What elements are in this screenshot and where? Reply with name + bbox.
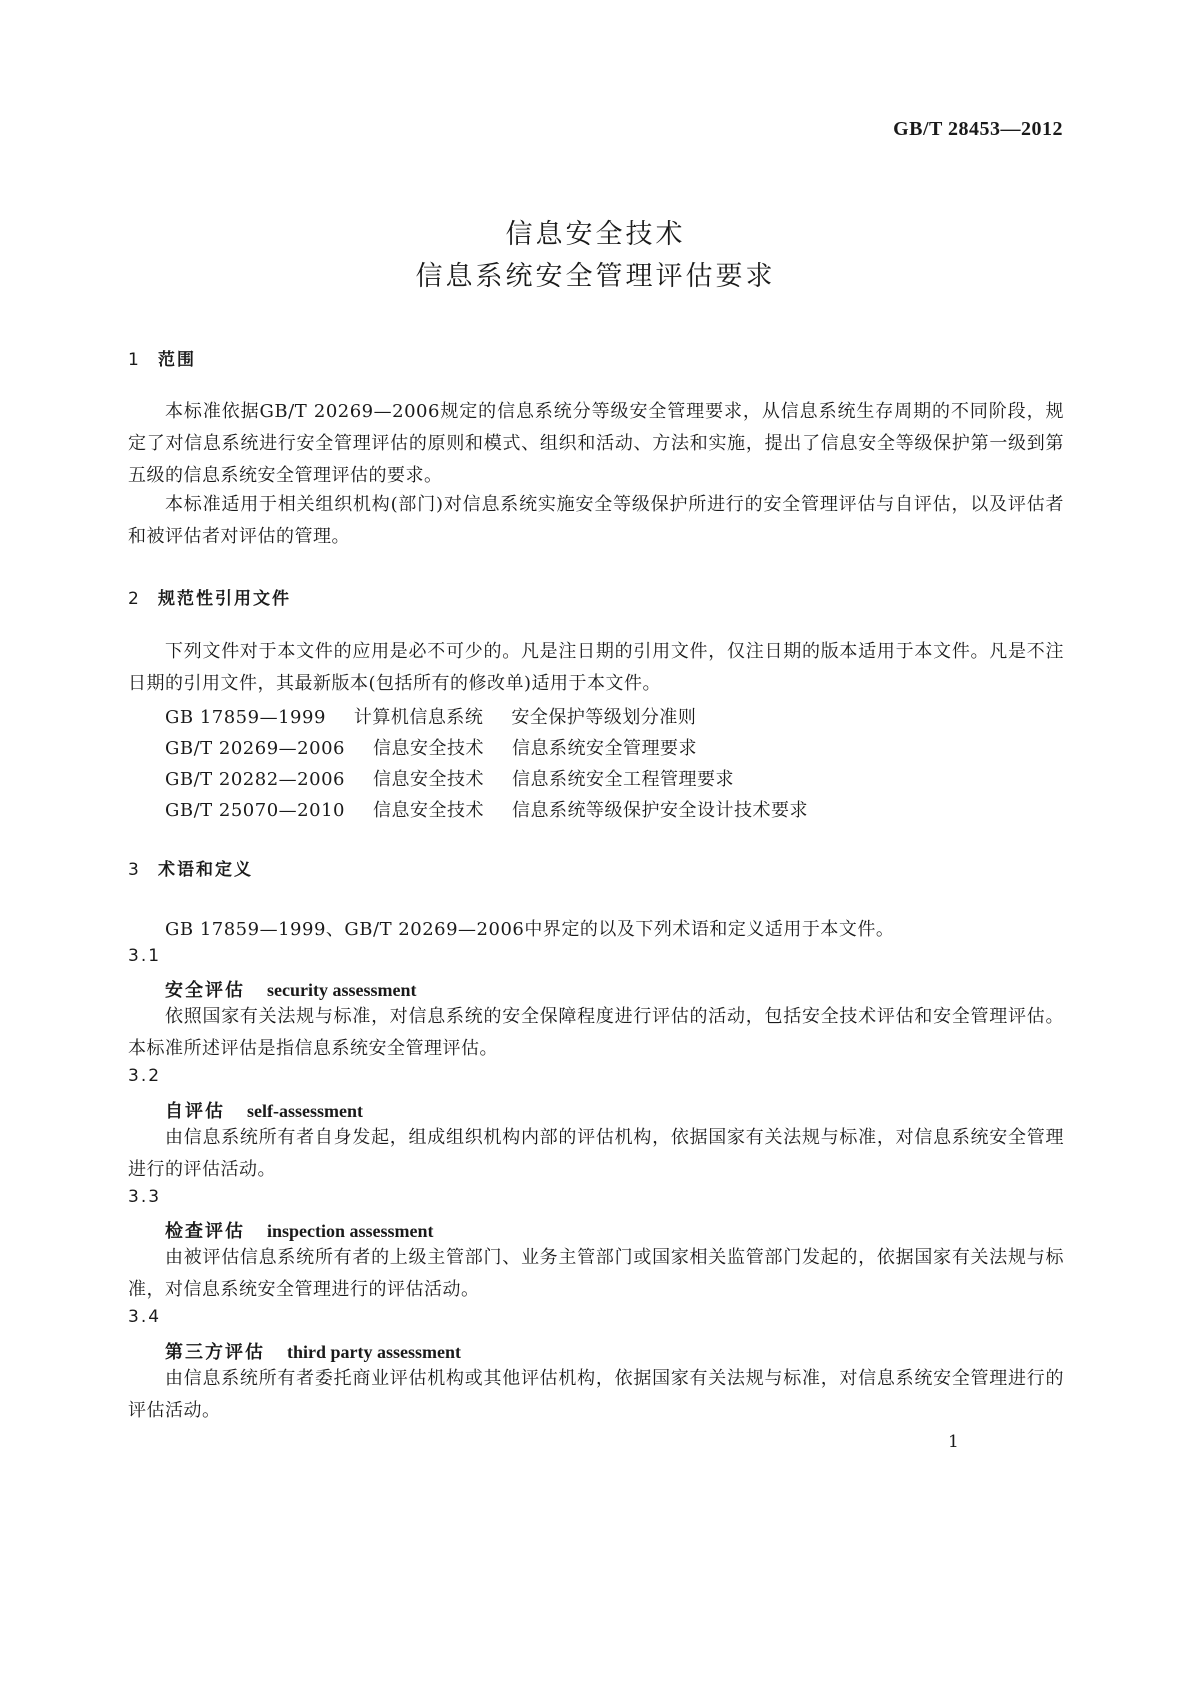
term-heading: [165, 1217, 434, 1243]
document-code: GB/T 28453—2012: [893, 118, 1063, 140]
reference-item: [165, 703, 696, 729]
term-chinese: 自评估: [165, 1101, 225, 1122]
section-title: 范围: [158, 350, 196, 370]
section-1-heading: [128, 345, 196, 370]
section-1-paragraph-1: 本标准依据GB/T 20269—2006规定的信息系统分等级安全管理要求，从信息系统生存周期的不同阶段，规定了对信息系统进行安全管理评估的原则和模式、组织和活动、方法和实施，提出了信息安全等级保护第一级到第五级的信息系统安全管理评估的要求。: [128, 401, 1064, 486]
reference-code: GB/T 20282—2006: [165, 769, 345, 790]
reference-code: GB/T 20269—2006: [165, 738, 345, 759]
reference-name-part-1: 信息安全技术: [372, 738, 484, 759]
section-2-heading: [128, 584, 291, 609]
reference-name-part-2: 信息系统安全管理要求: [511, 738, 697, 759]
page-number: 1: [948, 1432, 959, 1452]
reference-item: [165, 765, 734, 791]
reference-name-part-1: 信息安全技术: [372, 800, 484, 821]
reference-code: GB/T 25070—2010: [165, 800, 345, 821]
term-chinese: 安全评估: [165, 980, 245, 1001]
term-english: inspection assessment: [267, 1221, 434, 1241]
term-definition: 由信息系统所有者委托商业评估机构或其他评估机构，依据国家有关法规与标准，对信息系统安全管理进行的评估活动。: [128, 1368, 1064, 1421]
section-number: 1: [128, 350, 139, 370]
section-title: 规范性引用文件: [158, 589, 291, 609]
term-english: third party assessment: [287, 1342, 461, 1362]
term-number: 3.1: [128, 946, 162, 966]
section-1-paragraph-2: 本标准适用于相关组织机构(部门)对信息系统实施安全等级保护所进行的安全管理评估与自评估，以及评估者和被评估者对评估的管理。: [128, 494, 1064, 547]
term-english: security assessment: [267, 980, 417, 1000]
term-chinese: 第三方评估: [165, 1342, 265, 1363]
term-english: self-assessment: [247, 1101, 363, 1121]
reference-code: GB 17859—1999: [165, 707, 326, 728]
term-chinese: 检查评估: [165, 1221, 245, 1242]
reference-name-part-2: 安全保护等级划分准则: [511, 707, 697, 728]
reference-name-part-1: 信息安全技术: [372, 769, 484, 790]
section-number: 2: [128, 589, 139, 609]
term-definition: 由信息系统所有者自身发起，组成组织机构内部的评估机构，依据国家有关法规与标准，对信息系统安全管理进行的评估活动。: [128, 1127, 1064, 1180]
term-heading: [165, 1338, 461, 1364]
term-definition: 由被评估信息系统所有者的上级主管部门、业务主管部门或国家相关监管部门发起的，依据国家有关法规与标准，对信息系统安全管理进行的评估活动。: [128, 1247, 1064, 1300]
document-title-line-1: 信息安全技术: [505, 219, 686, 250]
term-number: 3.4: [128, 1307, 162, 1327]
term-number: 3.2: [128, 1066, 162, 1086]
term-heading: [165, 976, 416, 1002]
reference-name-part-1: 计算机信息系统: [353, 707, 484, 728]
reference-item: [165, 734, 697, 760]
section-3-heading: [128, 855, 253, 880]
section-3-intro: GB 17859—1999、GB/T 20269—2006中界定的以及下列术语和定义适用于本文件。: [165, 919, 895, 940]
term-number: 3.3: [128, 1187, 162, 1207]
section-2-paragraph-1: 下列文件对于本文件的应用是必不可少的。凡是注日期的引用文件，仅注日期的版本适用于本文件。凡是不注日期的引用文件，其最新版本(包括所有的修改单)适用于本文件。: [128, 641, 1064, 694]
reference-name-part-2: 信息系统等级保护安全设计技术要求: [511, 800, 808, 821]
section-title: 术语和定义: [158, 860, 253, 880]
section-number: 3: [128, 860, 139, 880]
reference-name-part-2: 信息系统安全工程管理要求: [511, 769, 734, 790]
reference-item: [165, 796, 808, 822]
document-title-line-2: 信息系统安全管理评估要求: [415, 261, 776, 292]
term-definition: 依照国家有关法规与标准，对信息系统的安全保障程度进行评估的活动，包括安全技术评估和安全管理评估。本标准所述评估是指信息系统安全管理评估。: [128, 1006, 1064, 1059]
term-heading: [165, 1097, 363, 1123]
